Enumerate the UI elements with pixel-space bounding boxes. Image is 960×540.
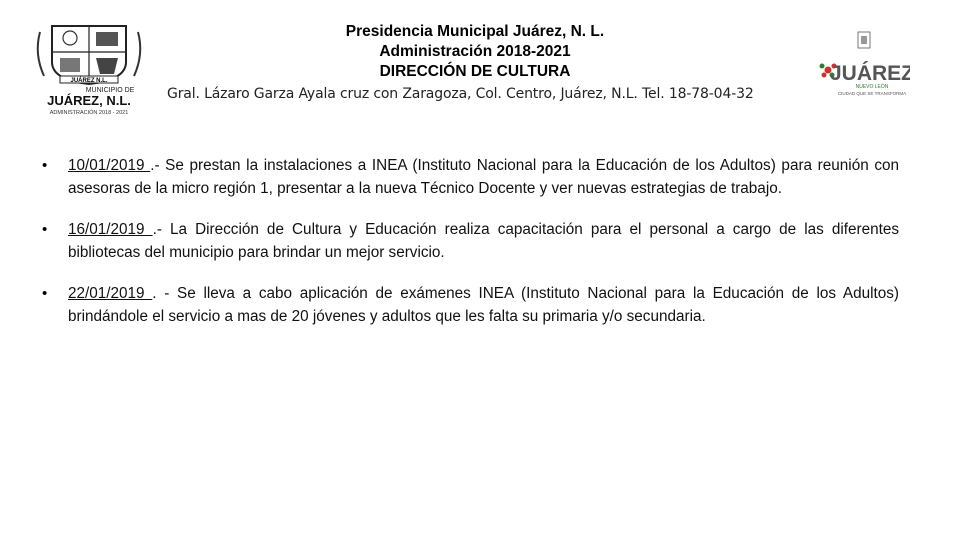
list-item bbox=[42, 283, 899, 328]
header-title-line1: Presidencia Municipal Juárez, N. L. bbox=[345, 23, 605, 40]
bullet: • bbox=[42, 221, 48, 238]
header-address: Gral. Lázaro Garza Ayala cruz con Zaragoza, Col. Centro, Juárez, N.L. Tel. 18-78-04-32 bbox=[167, 86, 754, 102]
item-description: .- La Dirección de Cultura y Educación realiza capacitación para el personal a cargo de las diferentes bibliotecas del municipio para brindar un mejor servicio. bbox=[68, 221, 899, 261]
item-description: .- Se prestan la instalaciones a INEA (Instituto Nacional para la Educación de los Adultos) para reunión con asesoras de la micro región 1, presentar a la nueva Técnico Docente y ver nuevas estrategias de trabajo. bbox=[68, 157, 900, 197]
header-title-line2: Administración 2018-2021 bbox=[379, 43, 571, 60]
header-title-line3: DIRECCIÓN DE CULTURA bbox=[379, 63, 571, 80]
bullet: • bbox=[42, 285, 48, 302]
document-header bbox=[0, 0, 960, 130]
header-title-block bbox=[0, 22, 960, 82]
list-item bbox=[42, 219, 899, 264]
seal-line1: MUNICIPIO DE bbox=[85, 87, 135, 94]
brand-word: JUÁREZ bbox=[829, 62, 910, 85]
item-date: 10/01/2019 bbox=[68, 157, 151, 174]
seal-line2: JUÁREZ, N.L. bbox=[47, 93, 131, 108]
svg-text:JUÁREZ N.L.: JUÁREZ N.L. bbox=[70, 78, 108, 84]
item-date: 16/01/2019 bbox=[68, 221, 153, 238]
activities-list bbox=[42, 155, 899, 347]
brand-sub1: NUEVO LEÓN bbox=[855, 84, 889, 90]
item-date: 22/01/2019 bbox=[68, 285, 153, 302]
bullet: • bbox=[42, 157, 48, 174]
list-item bbox=[42, 155, 899, 200]
item-text bbox=[68, 155, 899, 200]
seal-line3: ADMINISTRACIÓN 2018 - 2021 bbox=[49, 110, 129, 116]
juarez-brand-logo-icon bbox=[818, 30, 910, 104]
brand-sub2: CIUDAD QUE SE TRANSFORMA bbox=[837, 91, 907, 96]
item-text bbox=[68, 219, 899, 264]
item-text bbox=[68, 283, 899, 328]
item-description: . - Se lleva a cabo aplicación de exámenes INEA (Instituto Nacional para la Educación de los Adultos) brindándole el servicio a mas de 20 jóvenes y adultos que les falta su primaria y/o secundaria. bbox=[68, 285, 900, 325]
